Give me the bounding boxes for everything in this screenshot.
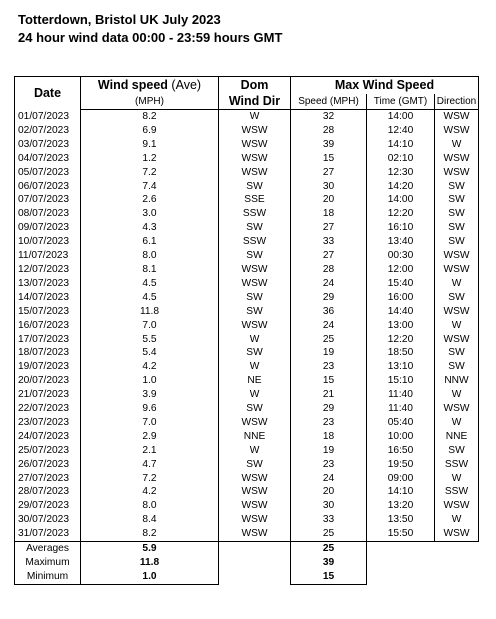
table-row	[15, 319, 479, 333]
direction-cell: WSW	[435, 166, 479, 180]
wind-speed-header	[81, 77, 219, 95]
date-cell: 22/07/2023	[15, 402, 81, 416]
avg-speed-cell: 11.8	[81, 305, 219, 319]
max-speed-cell: 29	[291, 402, 367, 416]
summary-row	[15, 556, 479, 570]
dom-dir-cell: NNE	[219, 430, 291, 444]
direction-cell: WSW	[435, 110, 479, 124]
dom-dir-cell: W	[219, 333, 291, 347]
wind-speed-label: Wind speed	[97, 78, 168, 92]
dom-dir-cell: WSW	[219, 527, 291, 541]
avg-speed-cell: 6.1	[81, 235, 219, 249]
dom-dir-cell: SW	[219, 291, 291, 305]
summary-empty	[435, 570, 479, 585]
table-row	[15, 180, 479, 194]
time-cell: 15:10	[367, 374, 435, 388]
wind-speed-ave-label: (Ave)	[167, 78, 202, 92]
avg-speed-cell: 8.1	[81, 263, 219, 277]
max-speed-cell: 30	[291, 180, 367, 194]
time-cell: 13:40	[367, 235, 435, 249]
summary-empty	[367, 556, 435, 570]
dom-dir-cell: WSW	[219, 499, 291, 513]
dom-dir-cell: WSW	[219, 319, 291, 333]
direction-cell: W	[435, 513, 479, 527]
avg-speed-cell: 3.0	[81, 207, 219, 221]
table-row	[15, 346, 479, 360]
table-row	[15, 152, 479, 166]
max-speed-cell: 15	[291, 374, 367, 388]
time-cell: 14:40	[367, 305, 435, 319]
avg-speed-cell: 3.9	[81, 388, 219, 402]
avg-speed-cell: 4.7	[81, 458, 219, 472]
summary-empty	[367, 570, 435, 585]
time-cell: 16:00	[367, 291, 435, 305]
avg-speed-cell: 4.2	[81, 485, 219, 499]
dom-dir-cell: W	[219, 360, 291, 374]
table-row	[15, 249, 479, 263]
max-speed-cell: 29	[291, 291, 367, 305]
table-row	[15, 360, 479, 374]
max-speed-cell: 33	[291, 513, 367, 527]
max-speed-cell: 27	[291, 166, 367, 180]
dom-dir-cell: WSW	[219, 166, 291, 180]
dom-dir-cell: SW	[219, 458, 291, 472]
table-row	[15, 138, 479, 152]
summary-avg-speed: 1.0	[81, 570, 219, 585]
date-cell: 06/07/2023	[15, 180, 81, 194]
summary-label: Minimum	[15, 570, 81, 585]
table-row	[15, 263, 479, 277]
time-cell: 12:00	[367, 263, 435, 277]
summary-max-speed: 15	[291, 570, 367, 585]
max-speed-cell: 19	[291, 444, 367, 458]
table-row	[15, 402, 479, 416]
avg-speed-cell: 2.6	[81, 193, 219, 207]
date-cell: 04/07/2023	[15, 152, 81, 166]
date-cell: 31/07/2023	[15, 527, 81, 541]
max-speed-cell: 24	[291, 472, 367, 486]
time-cell: 18:50	[367, 346, 435, 360]
time-cell: 15:50	[367, 527, 435, 541]
dom-dir-cell: WSW	[219, 138, 291, 152]
time-cell: 19:50	[367, 458, 435, 472]
max-speed-cell: 24	[291, 319, 367, 333]
table-row	[15, 472, 479, 486]
time-cell: 12:20	[367, 333, 435, 347]
summary-empty	[219, 542, 291, 557]
report-subtitle: 24 hour wind data 00:00 - 23:59 hours GMT	[18, 30, 283, 45]
table-row	[15, 416, 479, 430]
max-speed-cell: 25	[291, 333, 367, 347]
max-speed-cell: 20	[291, 193, 367, 207]
date-cell: 25/07/2023	[15, 444, 81, 458]
table-row	[15, 430, 479, 444]
table-row	[15, 277, 479, 291]
time-cell: 11:40	[367, 388, 435, 402]
avg-speed-cell: 4.5	[81, 277, 219, 291]
table-row	[15, 305, 479, 319]
dom-dir-cell: SW	[219, 180, 291, 194]
dom-dir-cell: W	[219, 110, 291, 124]
avg-speed-cell: 9.6	[81, 402, 219, 416]
direction-cell: SW	[435, 360, 479, 374]
avg-speed-cell: 4.2	[81, 360, 219, 374]
max-speed-cell: 36	[291, 305, 367, 319]
dom-header: Dom	[219, 77, 291, 95]
time-cell: 16:50	[367, 444, 435, 458]
table-row	[15, 291, 479, 305]
date-cell: 02/07/2023	[15, 124, 81, 138]
time-cell: 12:40	[367, 124, 435, 138]
direction-cell: WSW	[435, 305, 479, 319]
table-row	[15, 235, 479, 249]
avg-speed-cell: 1.0	[81, 374, 219, 388]
avg-speed-cell: 4.5	[81, 291, 219, 305]
dom-dir-cell: SW	[219, 402, 291, 416]
max-wind-speed-header: Max Wind Speed	[291, 77, 479, 95]
wind-dir-header: Wind Dir	[219, 94, 291, 110]
speed-mph-header: Speed (MPH)	[291, 94, 367, 110]
direction-cell: NNE	[435, 430, 479, 444]
avg-speed-cell: 8.2	[81, 527, 219, 541]
date-cell: 07/07/2023	[15, 193, 81, 207]
date-cell: 24/07/2023	[15, 430, 81, 444]
max-speed-cell: 28	[291, 263, 367, 277]
direction-cell: WSW	[435, 152, 479, 166]
table-row	[15, 221, 479, 235]
direction-header: Direction	[435, 94, 479, 110]
avg-speed-cell: 8.2	[81, 110, 219, 124]
summary-avg-speed: 11.8	[81, 556, 219, 570]
avg-speed-cell: 7.2	[81, 472, 219, 486]
header-row-1	[15, 77, 479, 95]
max-speed-cell: 15	[291, 152, 367, 166]
time-cell: 12:20	[367, 207, 435, 221]
date-cell: 11/07/2023	[15, 249, 81, 263]
max-speed-cell: 30	[291, 499, 367, 513]
date-cell: 05/07/2023	[15, 166, 81, 180]
time-cell: 05:40	[367, 416, 435, 430]
table-row	[15, 333, 479, 347]
summary-max-speed: 25	[291, 542, 367, 557]
dom-dir-cell: SSW	[219, 207, 291, 221]
date-cell: 01/07/2023	[15, 110, 81, 124]
summary-row	[15, 542, 479, 557]
header-row-2	[15, 94, 479, 110]
dom-dir-cell: WSW	[219, 416, 291, 430]
date-cell: 03/07/2023	[15, 138, 81, 152]
avg-speed-cell: 9.1	[81, 138, 219, 152]
summary-empty	[219, 556, 291, 570]
summary-max-speed: 39	[291, 556, 367, 570]
time-gmt-header: Time (GMT)	[367, 94, 435, 110]
date-cell: 10/07/2023	[15, 235, 81, 249]
date-cell: 15/07/2023	[15, 305, 81, 319]
dom-dir-cell: W	[219, 388, 291, 402]
time-cell: 14:20	[367, 180, 435, 194]
max-speed-cell: 27	[291, 249, 367, 263]
max-speed-cell: 21	[291, 388, 367, 402]
summary-avg-speed: 5.9	[81, 542, 219, 557]
max-speed-cell: 33	[291, 235, 367, 249]
max-speed-cell: 19	[291, 346, 367, 360]
avg-speed-cell: 2.1	[81, 444, 219, 458]
max-speed-cell: 28	[291, 124, 367, 138]
summary-row	[15, 570, 479, 585]
table-row	[15, 458, 479, 472]
direction-cell: WSW	[435, 263, 479, 277]
max-speed-cell: 27	[291, 221, 367, 235]
direction-cell: SW	[435, 221, 479, 235]
avg-speed-cell: 8.0	[81, 249, 219, 263]
avg-speed-cell: 8.0	[81, 499, 219, 513]
summary-label: Maximum	[15, 556, 81, 570]
dom-dir-cell: SSW	[219, 235, 291, 249]
avg-speed-cell: 5.5	[81, 333, 219, 347]
summary-empty	[219, 570, 291, 585]
max-speed-cell: 23	[291, 416, 367, 430]
direction-cell: WSW	[435, 402, 479, 416]
wind-data-table	[14, 76, 479, 585]
date-cell: 12/07/2023	[15, 263, 81, 277]
dom-dir-cell: W	[219, 444, 291, 458]
max-speed-cell: 18	[291, 430, 367, 444]
summary-empty	[435, 542, 479, 557]
summary-empty	[367, 542, 435, 557]
dom-dir-cell: SW	[219, 221, 291, 235]
max-speed-cell: 39	[291, 138, 367, 152]
time-cell: 09:00	[367, 472, 435, 486]
date-cell: 19/07/2023	[15, 360, 81, 374]
time-cell: 12:30	[367, 166, 435, 180]
table-row	[15, 513, 479, 527]
table-row	[15, 110, 479, 124]
avg-speed-cell: 7.4	[81, 180, 219, 194]
date-cell: 28/07/2023	[15, 485, 81, 499]
direction-cell: SSW	[435, 458, 479, 472]
table-row	[15, 124, 479, 138]
direction-cell: W	[435, 472, 479, 486]
dom-dir-cell: WSW	[219, 513, 291, 527]
time-cell: 15:40	[367, 277, 435, 291]
date-cell: 21/07/2023	[15, 388, 81, 402]
max-speed-cell: 23	[291, 360, 367, 374]
dom-dir-cell: SW	[219, 346, 291, 360]
table-row	[15, 374, 479, 388]
summary-label: Averages	[15, 542, 81, 557]
date-header: Date	[15, 77, 81, 110]
avg-speed-cell: 4.3	[81, 221, 219, 235]
table-row	[15, 166, 479, 180]
direction-cell: WSW	[435, 499, 479, 513]
time-cell: 13:10	[367, 360, 435, 374]
date-cell: 17/07/2023	[15, 333, 81, 347]
date-cell: 18/07/2023	[15, 346, 81, 360]
max-speed-cell: 18	[291, 207, 367, 221]
table-row	[15, 527, 479, 541]
direction-cell: SSW	[435, 485, 479, 499]
direction-cell: SW	[435, 235, 479, 249]
time-cell: 14:00	[367, 110, 435, 124]
table-row	[15, 499, 479, 513]
direction-cell: WSW	[435, 527, 479, 541]
time-cell: 14:00	[367, 193, 435, 207]
table-row	[15, 193, 479, 207]
time-cell: 02:10	[367, 152, 435, 166]
date-cell: 14/07/2023	[15, 291, 81, 305]
mph-header: (MPH)	[81, 94, 219, 110]
direction-cell: W	[435, 319, 479, 333]
dom-dir-cell: WSW	[219, 124, 291, 138]
dom-dir-cell: NE	[219, 374, 291, 388]
report-title: Totterdown, Bristol UK July 2023	[18, 12, 221, 27]
time-cell: 14:10	[367, 485, 435, 499]
direction-cell: SW	[435, 193, 479, 207]
direction-cell: W	[435, 138, 479, 152]
date-cell: 23/07/2023	[15, 416, 81, 430]
date-cell: 30/07/2023	[15, 513, 81, 527]
dom-dir-cell: WSW	[219, 485, 291, 499]
direction-cell: WSW	[435, 249, 479, 263]
table-row	[15, 388, 479, 402]
table-row	[15, 207, 479, 221]
time-cell: 13:50	[367, 513, 435, 527]
avg-speed-cell: 6.9	[81, 124, 219, 138]
date-cell: 09/07/2023	[15, 221, 81, 235]
table-row	[15, 444, 479, 458]
table-row	[15, 485, 479, 499]
time-cell: 13:00	[367, 319, 435, 333]
dom-dir-cell: SSE	[219, 193, 291, 207]
max-speed-cell: 24	[291, 277, 367, 291]
direction-cell: W	[435, 277, 479, 291]
time-cell: 14:10	[367, 138, 435, 152]
direction-cell: WSW	[435, 124, 479, 138]
dom-dir-cell: SW	[219, 249, 291, 263]
avg-speed-cell: 7.2	[81, 166, 219, 180]
max-speed-cell: 20	[291, 485, 367, 499]
dom-dir-cell: WSW	[219, 263, 291, 277]
date-cell: 16/07/2023	[15, 319, 81, 333]
time-cell: 16:10	[367, 221, 435, 235]
max-speed-cell: 23	[291, 458, 367, 472]
avg-speed-cell: 8.4	[81, 513, 219, 527]
direction-cell: SW	[435, 207, 479, 221]
date-cell: 13/07/2023	[15, 277, 81, 291]
time-cell: 00:30	[367, 249, 435, 263]
avg-speed-cell: 7.0	[81, 416, 219, 430]
avg-speed-cell: 2.9	[81, 430, 219, 444]
avg-speed-cell: 1.2	[81, 152, 219, 166]
max-speed-cell: 25	[291, 527, 367, 541]
date-cell: 08/07/2023	[15, 207, 81, 221]
dom-dir-cell: WSW	[219, 472, 291, 486]
direction-cell: SW	[435, 444, 479, 458]
time-cell: 11:40	[367, 402, 435, 416]
direction-cell: SW	[435, 291, 479, 305]
date-cell: 20/07/2023	[15, 374, 81, 388]
direction-cell: SW	[435, 180, 479, 194]
direction-cell: W	[435, 388, 479, 402]
dom-dir-cell: SW	[219, 305, 291, 319]
dom-dir-cell: WSW	[219, 277, 291, 291]
date-cell: 27/07/2023	[15, 472, 81, 486]
direction-cell: SW	[435, 346, 479, 360]
dom-dir-cell: WSW	[219, 152, 291, 166]
direction-cell: WSW	[435, 333, 479, 347]
time-cell: 10:00	[367, 430, 435, 444]
direction-cell: NNW	[435, 374, 479, 388]
date-cell: 29/07/2023	[15, 499, 81, 513]
date-cell: 26/07/2023	[15, 458, 81, 472]
avg-speed-cell: 7.0	[81, 319, 219, 333]
time-cell: 13:20	[367, 499, 435, 513]
avg-speed-cell: 5.4	[81, 346, 219, 360]
direction-cell: W	[435, 416, 479, 430]
summary-empty	[435, 556, 479, 570]
max-speed-cell: 32	[291, 110, 367, 124]
